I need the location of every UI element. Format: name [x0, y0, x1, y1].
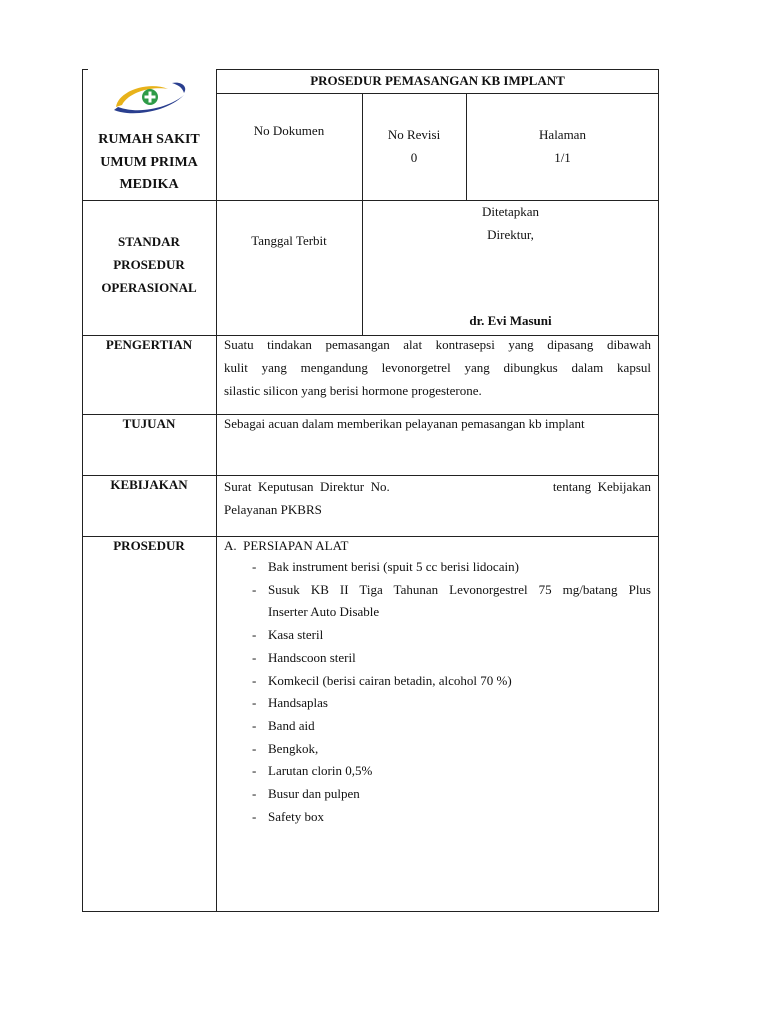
alat-item	[252, 670, 651, 693]
no-dokumen-label: No Dokumen	[253, 123, 325, 138]
alat-item-text: Busur dan pulpen	[268, 786, 360, 802]
alat-item-text: Komkecil (berisi cairan betadin, alcohol 70 %)	[268, 672, 512, 688]
spo-label-line2: PROSEDUR	[113, 257, 185, 272]
alat-item-dash: -	[252, 740, 257, 756]
alat-item-dash: -	[252, 627, 257, 643]
alat-item	[252, 715, 651, 738]
direktur-label: Direktur,	[487, 227, 534, 242]
kebijakan-line1	[224, 475, 651, 498]
hospital-logo	[110, 77, 190, 119]
alat-item-dash: -	[252, 763, 257, 779]
kebijakan-label: KEBIJAKAN	[110, 477, 188, 492]
tujuan-text: Sebagai acuan dalam memberikan pelayanan pemasangan kb implant	[224, 416, 585, 431]
alat-item-dash: -	[252, 786, 257, 802]
alat-item	[252, 760, 651, 783]
alat-item-text: Susuk KB II Tiga Tahunan Levonorgestrel 75 mg/batang Plus	[268, 581, 651, 597]
pengertian-text	[224, 333, 651, 402]
pengertian-line2: kulit yang mengandung levonorgetrel yang dibungkus dalam kapsul	[224, 360, 651, 375]
title-underline	[216, 93, 659, 94]
persiapan-alat-list	[252, 556, 651, 828]
pengertian-line3: silastic silicon yang berisi hormone progesterone.	[224, 383, 482, 398]
kebijakan-line1-right: tentang Kebijakan	[552, 479, 651, 494]
alat-item	[268, 601, 651, 624]
hospital-name	[82, 129, 216, 197]
alat-item-text: Safety box	[268, 808, 324, 824]
alat-item	[252, 647, 651, 670]
spo-label-line3: OPERASIONAL	[101, 280, 197, 295]
border-bottom	[82, 911, 659, 912]
ditetapkan-label: Ditetapkan	[481, 204, 540, 219]
border-top	[216, 69, 659, 70]
no-revisi	[362, 123, 466, 169]
alat-item-dash: -	[252, 649, 257, 665]
tujuan-label: TUJUAN	[122, 416, 176, 431]
alat-item-text: Larutan clorin 0,5%	[268, 763, 373, 779]
prosedur-section-a: A. PERSIAPAN ALAT	[224, 538, 349, 553]
alat-item-text: Bengkok,	[268, 740, 319, 756]
spo-label-line1: STANDAR	[118, 234, 180, 249]
alat-item-dash: -	[252, 581, 257, 597]
alat-item	[252, 783, 651, 806]
alat-item	[252, 806, 651, 829]
hospital-name-line1: RUMAH SAKIT	[98, 132, 200, 147]
alat-item-text: Bak instrument berisi (spuit 5 cc berisi lidocain)	[268, 559, 519, 574]
alat-item	[252, 692, 651, 715]
alat-item-dash: -	[252, 808, 257, 824]
alat-item-dash: -	[252, 559, 257, 574]
ditetapkan-block	[362, 200, 659, 246]
alat-item-dash: -	[252, 672, 257, 688]
alat-item	[252, 624, 651, 647]
alat-item-dash: -	[252, 695, 257, 711]
alat-item	[252, 738, 651, 761]
alat-item-dash: -	[252, 717, 257, 733]
no-revisi-label: No Revisi	[387, 127, 441, 142]
tanggal-terbit-label: Tanggal Terbit	[251, 233, 327, 248]
halaman-label: Halaman	[539, 127, 586, 142]
alat-item-text: Kasa steril	[268, 627, 324, 643]
alat-item-text: Handsaplas	[268, 695, 328, 711]
hospital-name-line2: UMUM PRIMA	[100, 154, 198, 170]
no-revisi-value: 0	[410, 150, 418, 165]
pengertian-label: PENGERTIAN	[105, 337, 193, 352]
kebijakan-line2: Pelayanan PKBRS	[224, 502, 322, 517]
column-divider	[216, 69, 217, 912]
hospital-name-line3: MEDIKA	[119, 177, 179, 192]
sop-document	[82, 69, 659, 912]
document-title: PROSEDUR PEMASANGAN KB IMPLANT	[310, 73, 565, 88]
pengertian-line1: Suatu tindakan pemasangan alat kontrasepsi yang dipasang dibawah	[224, 337, 651, 352]
alat-item	[252, 556, 651, 579]
kebijakan-line1-left: Surat Keputusan Direktur No.	[224, 479, 390, 494]
signatory-name: dr. Evi Masuni	[469, 313, 552, 328]
border-right	[658, 69, 659, 912]
kebijakan-text	[224, 475, 651, 521]
alat-item-text: Inserter Auto Disable	[268, 604, 380, 620]
alat-item-text: Handscoon steril	[268, 649, 356, 665]
halaman-value: 1/1	[554, 150, 571, 165]
prosedur-label: PROSEDUR	[113, 538, 185, 553]
border-top-stub	[82, 69, 88, 70]
halaman	[466, 123, 659, 169]
spo-label	[82, 230, 216, 299]
alat-item	[252, 579, 651, 602]
alat-item-text: Band aid	[268, 717, 315, 733]
